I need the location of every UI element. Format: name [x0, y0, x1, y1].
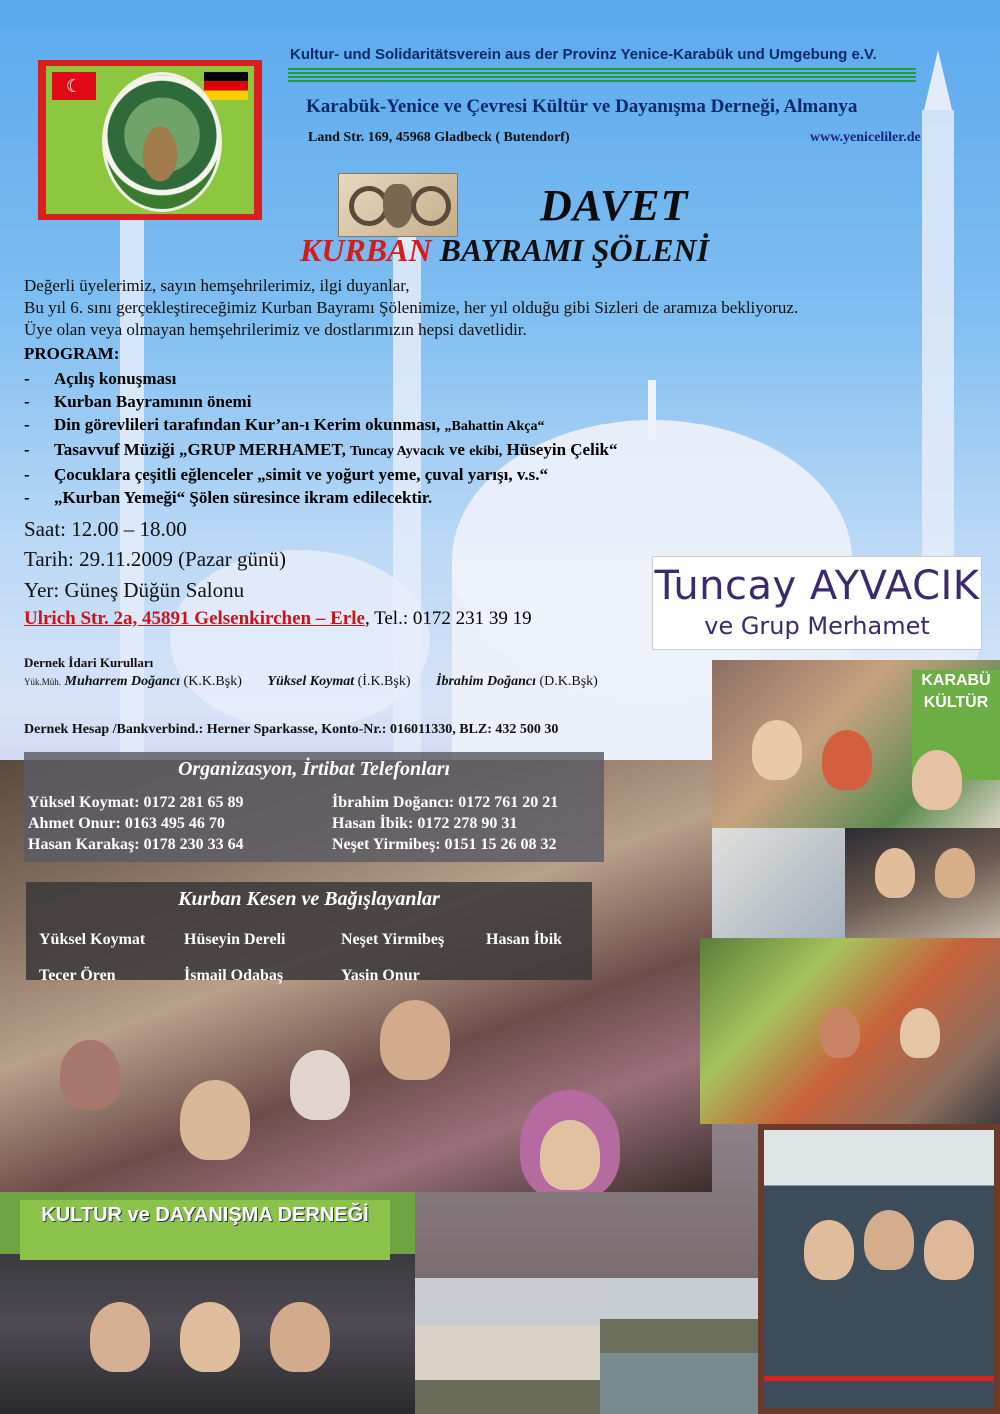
german-flag-icon	[204, 72, 248, 100]
intro-line: Değerli üyelerimiz, sayın hemşehrilerimiz, ilgi duyanlar,	[24, 276, 410, 295]
venue-phone: , Tel.: 0172 231 39 19	[364, 608, 532, 629]
org-address: Land Str. 169, 45968 Gladbeck ( Butendorf)	[308, 130, 570, 145]
contact-row: Ahmet Onur: 0163 495 46 70 Hasan İbik: 0172 278 90 31	[28, 815, 518, 832]
program-list	[24, 367, 618, 509]
program-item: - Tasavvuf Müziği „GRUP MERHAMET, Tuncay Ayvacık ve ekibi, Hüseyin Çelik“	[24, 440, 618, 459]
photo-building	[415, 1278, 600, 1414]
contact-list	[28, 792, 558, 855]
donors-box	[26, 882, 592, 984]
ram-face	[383, 184, 413, 228]
donors-row: Tecer Ören İsmail Odabaş Yasin Onur	[39, 967, 420, 984]
contact-phone-box	[24, 752, 604, 862]
invitation-subtitle	[300, 232, 709, 269]
band-name: Tuncay AYVACIK	[654, 563, 980, 609]
program-item: - Din görevlileri tarafından Kur’an-ı Kerim okunması, „Bahattin Akça“	[24, 415, 545, 434]
program-item: - „Kurban Yemeği“ Şölen süresince ikram edilecektir.	[24, 488, 433, 507]
ram-image	[338, 173, 458, 237]
event-date: Tarih: 29.11.2009 (Pazar günü)	[24, 547, 286, 571]
photo-ribbon-cutting	[758, 1124, 1000, 1414]
photo-serving	[712, 828, 845, 938]
program-item: - Çocuklara çeşitli eğlenceler „simit ve yoğurt yeme, çuval yarışı, v.s.“	[24, 465, 549, 484]
venue-address-line	[24, 608, 532, 630]
intro-line: Bu yıl 6. sını gerçekleştireceğimiz Kurban Bayramı Şölenimize, her yıl olduğu gibi Sizleri de aramıza bekliyoruz.	[24, 298, 799, 317]
event-time: Saat: 12.00 – 18.00	[24, 517, 187, 541]
program-title: PROGRAM:	[24, 344, 120, 363]
org-name-german: Kultur- und Solidaritätsverein aus der Provinz Yenice-Karabük und Umgebung e.V.	[290, 46, 877, 63]
event-place: Yer: Güneş Düğün Salonu	[24, 578, 245, 602]
subtitle-red: KURBAN	[300, 232, 432, 268]
org-name-turkish: Karabük-Yenice ve Çevresi Kültür ve Dayanışma Derneği, Almanya	[306, 96, 858, 117]
donors-row: Yüksel Koymat Hüseyin Dereli Neşet Yirmibeş Hasan İbik	[39, 931, 563, 948]
donors-title: Kurban Kesen ve Bağışlayanlar	[178, 888, 440, 910]
band-banner	[652, 556, 982, 650]
header-divider	[288, 68, 916, 82]
program-item: - Kurban Bayramının önemi	[24, 392, 252, 411]
photo-pond	[600, 1278, 758, 1414]
program-item: - Açılış konuşması	[24, 369, 177, 388]
donors-list	[39, 922, 631, 994]
intro-text	[24, 275, 964, 341]
turkish-flag-icon: ☾	[52, 72, 96, 100]
photo-group	[0, 1192, 415, 1414]
admin-title: Dernek İdari Kurulları	[24, 655, 154, 670]
bank-details: Dernek Hesap /Bankverbind.: Herner Sparkasse, Konto-Nr.: 016011330, BLZ: 432 500 30	[24, 722, 559, 737]
contact-row: Hasan Karakaş: 0178 230 33 64 Neşet Yirmibeş: 0151 15 26 08 32	[28, 836, 557, 853]
admin-members: Yük.Müh. Muharrem Doğancı (K.K.Bşk) Yüksel Koymat (İ.K.Bşk) İbrahim Doğancı (D.K.Bşk)	[24, 674, 598, 689]
association-logo	[38, 60, 262, 220]
photo-serving-food	[845, 828, 1000, 938]
invitation-title: DAVET	[540, 181, 689, 230]
photo-children-yogurt	[712, 660, 1000, 828]
ram-horn-right	[411, 186, 451, 226]
intro-line: Üye olan veya olmayan hemşehrilerimiz ve dostlarımızın hepsi davetlidir.	[24, 320, 527, 339]
group-banner: KULTUR ve DAYANIŞMA DERNEĞİ	[20, 1200, 390, 1260]
subtitle-rest: BAYRAMI ŞÖLENİ	[431, 232, 710, 268]
photo-games	[700, 938, 1000, 1124]
venue-address[interactable]: Ulrich Str. 2a, 45891 Gelsenkirchen – Erle	[24, 608, 365, 629]
contact-title: Organizasyon, İrtibat Telefonları	[177, 758, 451, 780]
contact-row: Yüksel Koymat: 0172 281 65 89 İbrahim Doğancı: 0172 761 20 21	[28, 794, 559, 811]
band-group: ve Grup Merhamet	[704, 612, 930, 640]
kids-banner: KARABÜ KÜLTÜR	[912, 670, 1000, 780]
website-link[interactable]: www.yeniceliler.de	[810, 130, 921, 145]
deer-icon	[130, 106, 190, 186]
